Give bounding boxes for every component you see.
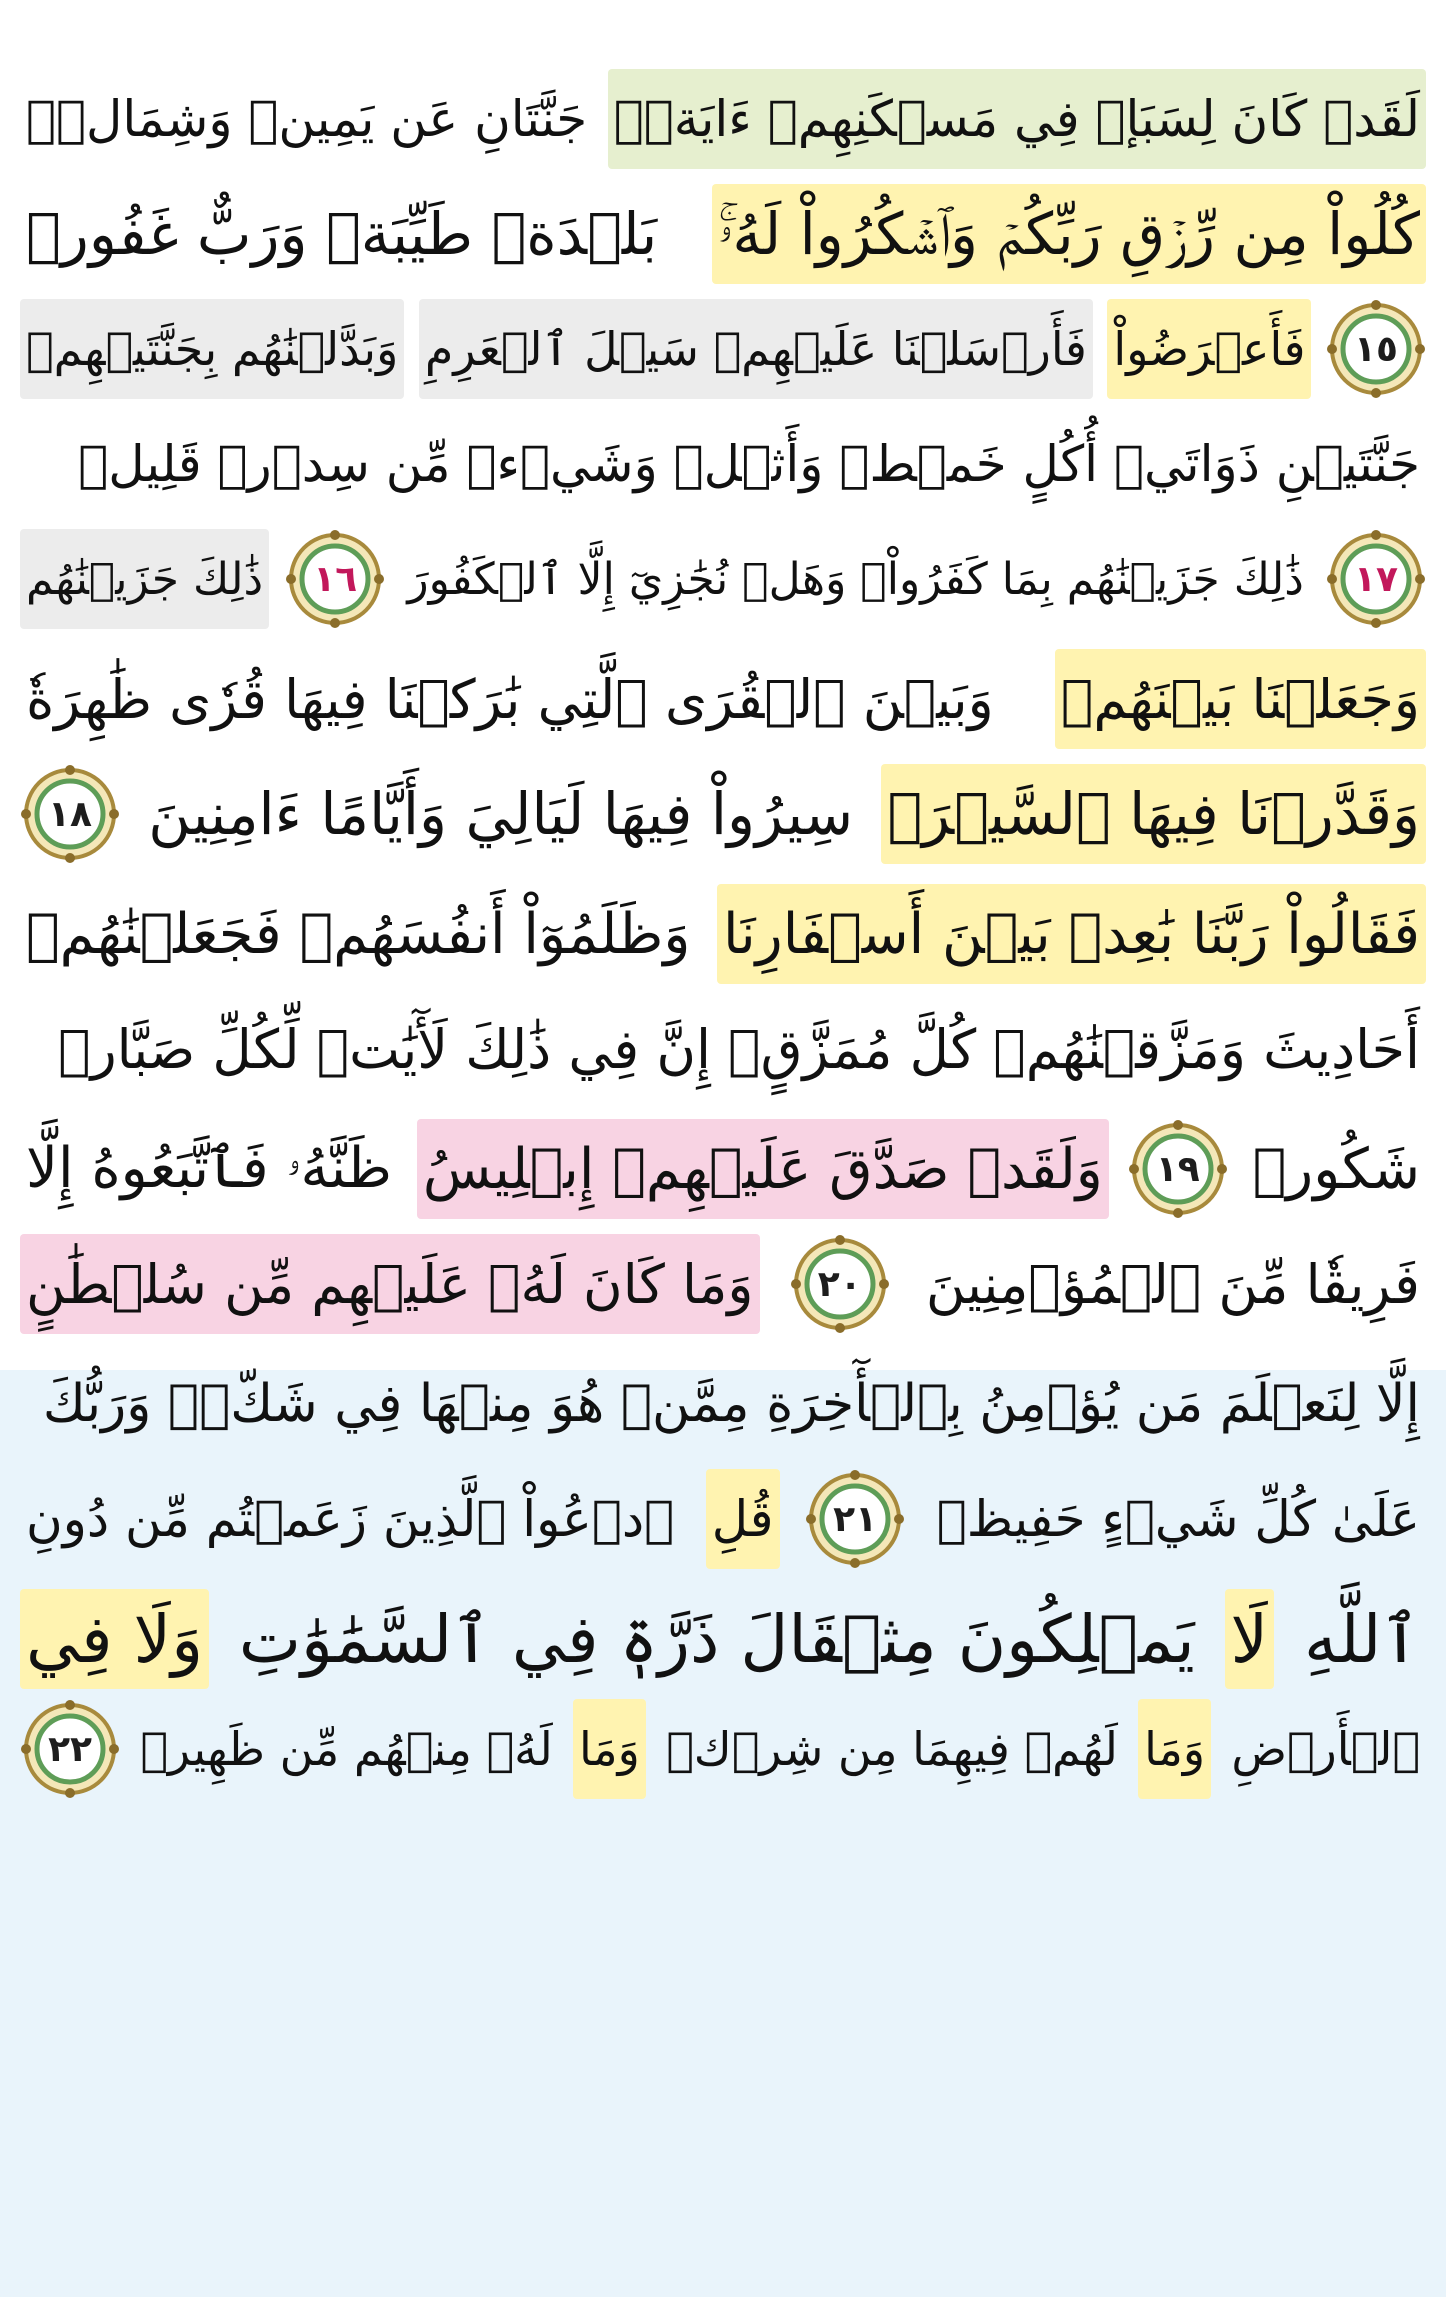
- ayah-number: ١٥: [1354, 328, 1398, 370]
- verse-text[interactable]: سِيرُواْ فِيهَا لَيَالِيَ وَأَيَّامًا ءَامِنِينَ: [148, 780, 854, 848]
- highlighted-phrase[interactable]: كُلُواْ مِن رِّزۡقِ رَبِّكُمۡ وَٱشۡكُرُواْ لَهُۥۚ: [712, 184, 1426, 284]
- text-line: [20, 520, 1426, 638]
- ayah-number-marker[interactable]: [285, 529, 385, 629]
- verse-text[interactable]: شَكُورٖ: [1252, 1136, 1420, 1202]
- verse-text[interactable]: أَحَادِيثَ وَمَزَّقۡنَٰهُمۡ كُلَّ مُمَزَّقٍۚ إِنَّ فِي ذَٰلِكَ لَأٓيَٰتٖ لِّكُلِّ صَبَّارٖ: [58, 1017, 1420, 1081]
- text-line: [20, 1345, 1426, 1463]
- verse-text[interactable]: جَنَّتَيۡنِ ذَوَاتَيۡ أُكُلٍ خَمۡطٖ وَأَثۡلٖ وَشَيۡءٖ مِّن سِدۡرٖ قَلِيلٖ: [78, 435, 1420, 493]
- text-line: [20, 1110, 1426, 1228]
- text-line: [20, 290, 1426, 408]
- ayah-number-marker[interactable]: [20, 1699, 120, 1799]
- ayah-number: ٢٢: [48, 1728, 93, 1770]
- highlighted-phrase[interactable]: فَأَعۡرَضُواْ: [1107, 299, 1311, 399]
- highlighted-phrase[interactable]: وَمَا كَانَ لَهُۥ عَلَيۡهِم مِّن سُلۡطَٰنٍ: [20, 1234, 760, 1334]
- verse-text[interactable]: ٱللَّهِ: [1303, 1600, 1420, 1678]
- highlighted-phrase[interactable]: وَلَقَدۡ صَدَّقَ عَلَيۡهِمۡ إِبۡلِيسُ: [417, 1119, 1109, 1219]
- verse-text[interactable]: لَهُۥ مِنۡهُم مِّن ظَهِيرٖ: [140, 1722, 553, 1776]
- verse-text[interactable]: ٱلۡأَرۡضِ: [1231, 1722, 1420, 1776]
- highlighted-phrase[interactable]: قُلِ: [706, 1469, 780, 1569]
- verse-text[interactable]: جَنَّتَانِ عَن يَمِينٖ وَشِمَالٖۖ: [26, 90, 588, 148]
- verse-text[interactable]: عَلَىٰ كُلِّ شَيۡءٍ حَفِيظٞ: [936, 1490, 1420, 1548]
- ayah-number: ١٨: [48, 793, 92, 835]
- highlighted-phrase[interactable]: فَقَالُواْ رَبَّنَا بَٰعِدۡ بَيۡنَ أَسۡفَارِنَا: [717, 884, 1426, 984]
- ayah-number-marker[interactable]: [1326, 529, 1426, 629]
- text-line: [20, 755, 1426, 873]
- ayah-number: ٢٠: [817, 1263, 862, 1305]
- highlighted-phrase[interactable]: وَبَدَّلۡنَٰهُم بِجَنَّتَيۡهِمۡ: [20, 299, 404, 399]
- verse-text[interactable]: ذَٰلِكَ جَزَيۡنَٰهُم بِمَا كَفَرُواْۖ وَهَلۡ نُجَٰزِيٓ إِلَّا ٱلۡكَفُورَ: [407, 553, 1304, 605]
- ayah-number: ٢١: [833, 1498, 878, 1540]
- verse-text[interactable]: يَمۡلِكُونَ مِثۡقَالَ ذَرَّةٖ فِي ٱلسَّمَٰوَٰتِ: [238, 1600, 1195, 1678]
- highlighted-phrase[interactable]: وَمَا: [573, 1699, 646, 1799]
- ayah-number-marker[interactable]: [805, 1469, 905, 1569]
- text-line: [20, 175, 1426, 293]
- ayah-number: ١٧: [1354, 558, 1398, 600]
- text-line: [20, 1225, 1426, 1343]
- ayah-number-marker[interactable]: [790, 1234, 890, 1334]
- highlighted-phrase[interactable]: لَقَدۡ كَانَ لِسَبَإٖ فِي مَسۡكَنِهِمۡ ءَايَةٞۖ: [608, 69, 1426, 169]
- verse-text[interactable]: فَرِيقٗا مِّنَ ٱلۡمُؤۡمِنِينَ: [925, 1252, 1420, 1316]
- ayah-number: ١٩: [1155, 1148, 1200, 1190]
- ayah-number-marker[interactable]: [20, 764, 120, 864]
- verse-text[interactable]: ٱدۡعُواْ ٱلَّذِينَ زَعَمۡتُم مِّن دُونِ: [26, 1490, 675, 1548]
- text-line: [20, 60, 1426, 178]
- text-line: [20, 1460, 1426, 1578]
- highlighted-phrase[interactable]: وَقَدَّرۡنَا فِيهَا ٱلسَّيۡرَۖ: [881, 764, 1426, 864]
- highlighted-phrase[interactable]: ذَٰلِكَ جَزَيۡنَٰهُم: [20, 529, 269, 629]
- verse-text[interactable]: إِلَّا لِنَعۡلَمَ مَن يُؤۡمِنُ بِٱلۡأٓخِرَةِ مِمَّنۡ هُوَ مِنۡهَا فِي شَكّٖۗ وَرَبُّكَ: [42, 1374, 1420, 1434]
- text-line: [20, 1690, 1426, 1808]
- text-line: [20, 1580, 1426, 1698]
- verse-text[interactable]: لَهُمۡ فِيهِمَا مِن شِرۡكٖ: [666, 1722, 1118, 1776]
- text-line: [20, 405, 1426, 523]
- verse-text[interactable]: ظَنَّهُۥ فَٱتَّبَعُوهُ إِلَّا: [26, 1136, 392, 1201]
- highlighted-phrase[interactable]: وَجَعَلۡنَا بَيۡنَهُمۡ: [1055, 649, 1426, 749]
- highlighted-phrase[interactable]: وَمَا: [1138, 1699, 1211, 1799]
- ayah-number-marker[interactable]: [1326, 299, 1426, 399]
- highlighted-phrase[interactable]: وَلَا فِي: [20, 1589, 209, 1689]
- ayah-number-marker[interactable]: [1128, 1119, 1228, 1219]
- text-line: [20, 875, 1426, 993]
- verse-text[interactable]: بَلۡدَةٞ طَيِّبَةٞ وَرَبٌّ غَفُورٞ: [26, 200, 658, 268]
- highlighted-phrase[interactable]: لَا: [1225, 1589, 1275, 1689]
- highlighted-phrase[interactable]: فَأَرۡسَلۡنَا عَلَيۡهِمۡ سَيۡلَ ٱلۡعَرِمِ: [419, 299, 1093, 399]
- verse-text[interactable]: وَظَلَمُوٓاْ أَنفُسَهُمۡ فَجَعَلۡنَٰهُمۡ: [26, 901, 691, 967]
- ayah-number: ١٦: [313, 558, 358, 600]
- verse-text[interactable]: وَبَيۡنَ ٱلۡقُرَى ٱلَّتِي بَٰرَكۡنَا فِيهَا قُرٗى ظَٰهِرَةٗ: [26, 667, 994, 731]
- text-line: [20, 990, 1426, 1108]
- text-line: [20, 640, 1426, 758]
